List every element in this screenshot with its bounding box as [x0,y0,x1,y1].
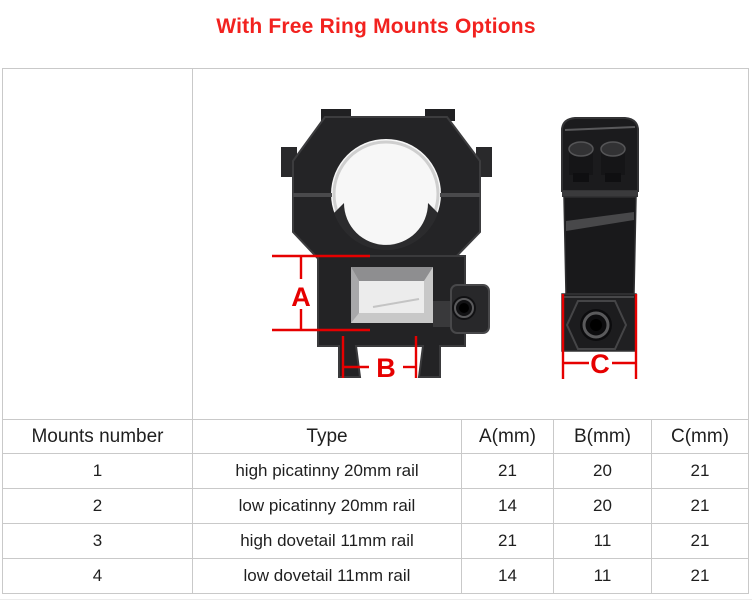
ring-mount-front-illustration [281,109,492,377]
cell-mount-number: 3 [3,524,193,559]
table-row [3,454,749,489]
cell-a-value: 14 [462,489,554,524]
cell-b-value: 20 [554,454,652,489]
cell-b-value: 20 [554,489,652,524]
table-row [3,489,749,524]
cell-mount-number: 4 [3,559,193,594]
table-row [3,559,749,594]
dimension-a-label: A [291,282,311,312]
cell-c-value: 21 [652,524,749,559]
cell-b-value: 11 [554,559,652,594]
cell-c-value: 21 [652,489,749,524]
table-header-row [3,420,749,454]
cell-type: high picatinny 20mm rail [193,454,462,489]
ring-mounts-diagram [193,69,749,419]
dimension-c-label: C [590,349,610,379]
cell-c-value: 21 [652,454,749,489]
dimension-b-label: B [376,353,396,383]
cell-a-value: 21 [462,454,554,489]
header-a-mm: A(mm) [462,420,554,454]
product-image-cell [193,69,749,420]
mounts-spec-table [2,68,749,594]
cell-mount-number: 1 [3,454,193,489]
cell-a-value: 21 [462,524,554,559]
header-type: Type [193,420,462,454]
bottom-divider [0,599,752,600]
cell-type: low dovetail 11mm rail [193,559,462,594]
empty-cell [3,69,193,420]
header-mounts-number: Mounts number [3,420,193,454]
header-b-mm: B(mm) [554,420,652,454]
ring-mount-side-illustration [562,118,638,351]
header-c-mm: C(mm) [652,420,749,454]
cell-a-value: 14 [462,559,554,594]
cell-mount-number: 2 [3,489,193,524]
page-title: With Free Ring Mounts Options [216,15,536,38]
table-row [3,524,749,559]
cell-type: low picatinny 20mm rail [193,489,462,524]
cell-type: high dovetail 11mm rail [193,524,462,559]
product-image-row [3,69,749,420]
cell-b-value: 11 [554,524,652,559]
cell-c-value: 21 [652,559,749,594]
